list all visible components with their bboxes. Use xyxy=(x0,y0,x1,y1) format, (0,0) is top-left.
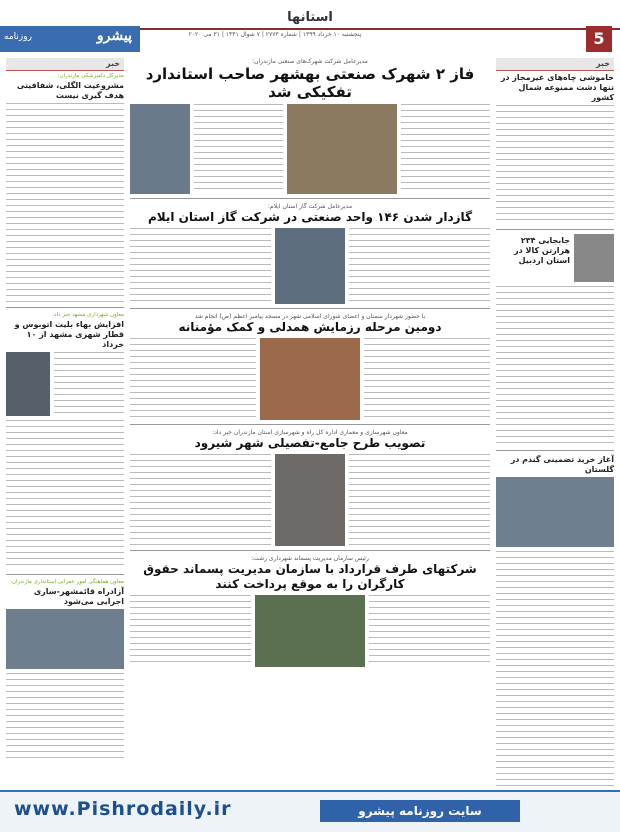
website-url-link[interactable]: www.Pishrodaily.ir xyxy=(14,798,232,820)
article-body xyxy=(6,420,124,570)
website-label: سایت روزنامه پیشرو xyxy=(320,800,520,822)
divider xyxy=(130,424,490,425)
article-headline: گازدار شدن ۱۴۶ واحد صنعتی در شرکت گاز استان ایلام xyxy=(147,210,473,224)
article-headline: آزادراه قائمشهر-ساری اجرایی می‌شود xyxy=(33,587,124,606)
article-headline: آغاز خرید تضمینی گندم در گلستان xyxy=(510,455,614,474)
article-body xyxy=(349,228,490,304)
article-body xyxy=(6,673,124,763)
portrait-photo xyxy=(6,352,50,416)
portrait-photo xyxy=(574,234,614,282)
left-column xyxy=(6,58,124,763)
article-photo xyxy=(496,477,614,547)
article-body xyxy=(349,454,490,546)
article-body xyxy=(364,338,490,420)
kicker: معاون شهرداری مشهد خبر داد: xyxy=(52,312,124,318)
worker-photo xyxy=(255,595,365,667)
article-body xyxy=(496,551,614,801)
event-photo xyxy=(260,338,360,420)
kicker: معاون هماهنگی امور عمرانی استانداری مازندران: xyxy=(10,579,124,585)
kicker: مدیرکل دامپزشکی مازندران: xyxy=(57,73,124,79)
article-body xyxy=(401,104,490,194)
logo-subtitle: روزنامه xyxy=(4,32,32,42)
article-body xyxy=(496,286,614,446)
kicker: مدیرعامل شرکت شهرک‌های صنعتی مازندران: xyxy=(252,58,368,65)
article-headline: خاموشی چاه‌های غیرمجاز در تنها دشت ممنوعه شمال کشور xyxy=(500,73,614,102)
article-headline: دومین مرحله رزمایش همدلی و کمک مؤمنانه xyxy=(178,320,442,334)
article-body xyxy=(194,104,283,194)
article-body xyxy=(54,352,124,416)
article-block xyxy=(6,352,124,416)
divider xyxy=(130,308,490,309)
lead-story xyxy=(130,104,490,194)
portrait-photo xyxy=(275,228,345,304)
article-headline: افزایش بهاء بلیت اتوبوس و قطار شهری مشهد از ۱۰ خرداد xyxy=(14,320,124,349)
divider xyxy=(6,574,124,575)
industrial-park-photo xyxy=(287,104,397,194)
article-headline: مشروعیت الگلی، شفافیتی هدف گیری نیست xyxy=(16,81,124,100)
footer-banner xyxy=(0,790,620,832)
article-body xyxy=(130,454,271,546)
article-body xyxy=(130,595,251,667)
article-headline: تصویب طرح جامع-تفصیلی شهر شیرود xyxy=(194,436,426,450)
right-column xyxy=(496,58,614,801)
page-number: 5 xyxy=(586,26,612,52)
article-headline: جابجایی ۲۳۴ هزارتن کالا در استان اردبیل xyxy=(514,236,570,265)
divider xyxy=(130,198,490,199)
kicker: معاون شهرسازی و معماری اداره کل راه و شهرسازی استان مازندران خبر داد: xyxy=(212,429,408,436)
article-headline: شرکتهای طرف قرارداد با سازمان مدیریت پسماند حقوق کارگران را به موقع پرداخت کنند xyxy=(143,562,477,591)
kicker: با حضور شهردار سمنان و اعضای شورای اسلامی شهر در مسجد پیامبر اعظم (ص) انجام شد xyxy=(194,313,426,320)
article-body xyxy=(130,228,271,304)
kicker: مدیرعامل شرکت گاز استان ایلام: xyxy=(267,203,353,210)
divider xyxy=(496,229,614,230)
divider xyxy=(496,450,614,451)
article-body xyxy=(496,105,614,225)
news-tag: خبر xyxy=(6,58,124,71)
page-header xyxy=(0,0,620,54)
date-line: پنجشنبه ۱۰ خرداد ۱۳۹۹ | شماره ۲۷۷۳ | ۷ شوال ۱۴۴۱ | ۳۱ می ۲۰۲۰ xyxy=(188,31,362,38)
kicker: رئیس سازمان مدیریت پسماند شهرداری رشت: xyxy=(251,555,369,562)
article-block xyxy=(130,454,490,546)
news-tag: خبر xyxy=(496,58,614,71)
lead-headline: فاز ۲ شهرک صنعتی بهشهر صاحب استاندارد تفکیکی شد xyxy=(145,65,475,101)
portrait-photo xyxy=(130,104,190,194)
article-body xyxy=(130,338,256,420)
portrait-photo xyxy=(275,454,345,546)
article-body xyxy=(6,103,124,303)
article-block xyxy=(130,228,490,304)
logo-title: پیشرو xyxy=(96,28,132,44)
article-block xyxy=(130,338,490,420)
highway-photo xyxy=(6,609,124,669)
divider xyxy=(130,550,490,551)
main-column xyxy=(130,58,490,667)
section-title: استانها xyxy=(287,10,333,25)
article-block xyxy=(130,595,490,667)
article-block xyxy=(496,234,614,282)
divider xyxy=(6,307,124,308)
article-body xyxy=(369,595,490,667)
newspaper-logo xyxy=(0,26,140,52)
